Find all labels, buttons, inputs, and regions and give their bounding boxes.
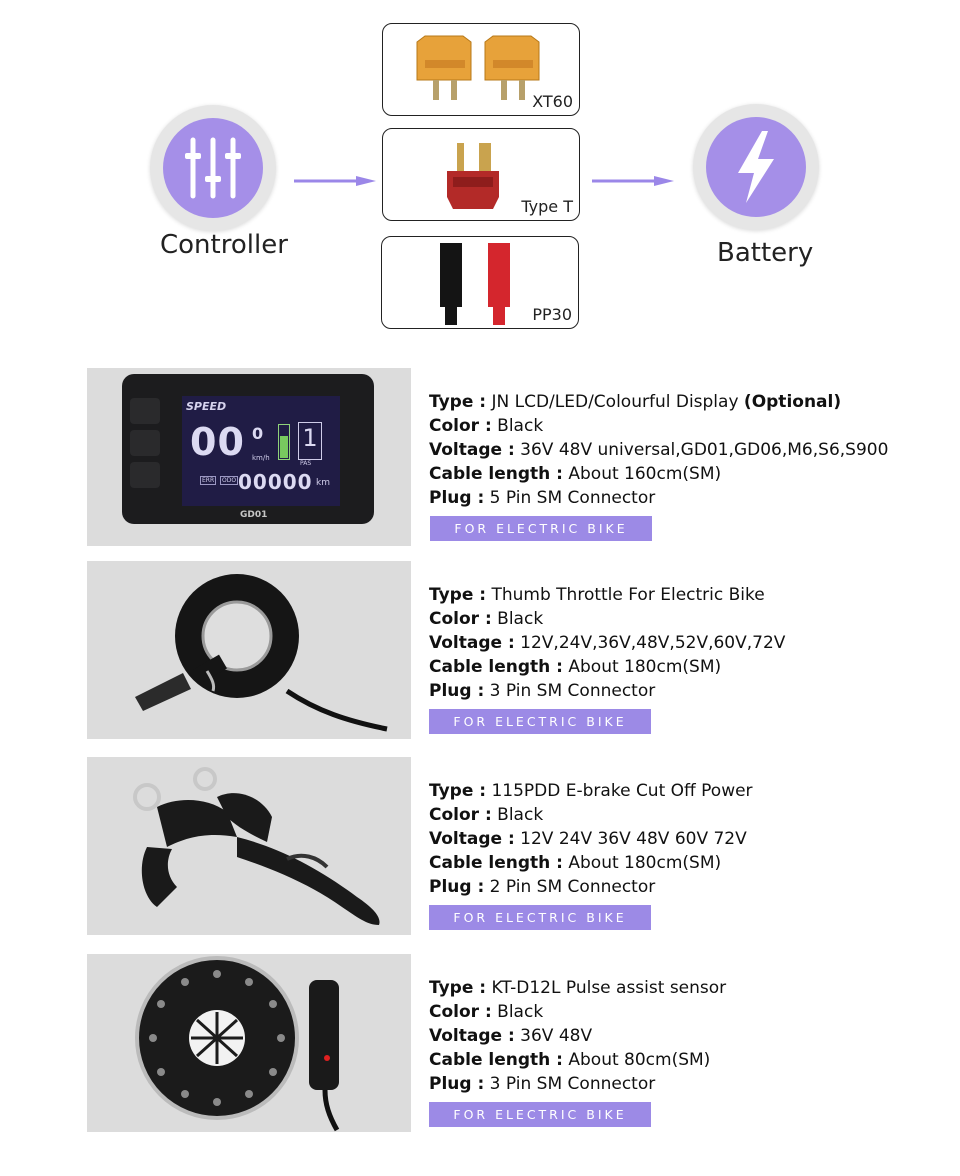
display-body xyxy=(122,374,374,524)
lcd-speed-decimal: 0 xyxy=(252,424,264,443)
thumb-throttle-icon xyxy=(87,561,411,739)
battery-icon-circle xyxy=(706,117,806,217)
spec-type: Type : 115PDD E-brake Cut Off Power xyxy=(429,781,753,801)
badge-display: FOR ELECTRIC BIKE xyxy=(430,516,652,541)
spec-voltage: Voltage : 12V 24V 36V 48V 60V 72V xyxy=(429,829,747,849)
badge-ebrake: FOR ELECTRIC BIKE xyxy=(429,905,651,930)
lcd-pas-label: PAS xyxy=(300,460,312,467)
spec-cable: Cable length : About 80cm(SM) xyxy=(429,1050,711,1070)
lcd-odo-unit: km xyxy=(316,478,330,488)
lcd-speed-digits: 00 xyxy=(190,420,245,464)
lcd-pas-value: 1 xyxy=(302,424,318,452)
connector-label-pp30: PP30 xyxy=(532,305,572,324)
spec-voltage: Voltage : 12V,24V,36V,48V,52V,60V,72V xyxy=(429,633,786,653)
spec-plug: Plug : 5 Pin SM Connector xyxy=(429,488,656,508)
connector-xt60 xyxy=(382,23,580,116)
badge-pas-sensor: FOR ELECTRIC BIKE xyxy=(429,1102,651,1127)
spec-block-throttle xyxy=(429,583,949,703)
spec-voltage: Voltage : 36V 48V xyxy=(429,1026,593,1046)
controller-node xyxy=(150,105,276,231)
pas-sensor-icon xyxy=(87,954,411,1132)
product-photo-pas-sensor xyxy=(87,954,411,1132)
lcd-err-label: ERR xyxy=(202,477,215,484)
xt60-connector-icon xyxy=(413,32,543,110)
arrow-connector-to-battery xyxy=(592,171,674,190)
connector-pp30 xyxy=(381,236,579,329)
lcd-speed-label: SPEED xyxy=(186,400,227,413)
brake-lever-icon xyxy=(87,757,411,935)
spec-type: Type : JN LCD/LED/Colourful Display (Optional) xyxy=(429,392,842,412)
spec-color: Color : Black xyxy=(429,416,544,436)
lcd-odo-label: ODO xyxy=(222,477,237,484)
display-buttons xyxy=(130,398,160,498)
type-t-connector-icon xyxy=(443,137,503,213)
connector-label-type-t: Type T xyxy=(521,197,573,216)
spec-cable: Cable length : About 160cm(SM) xyxy=(429,464,722,484)
lightning-bolt-icon xyxy=(706,117,806,217)
arrow-controller-to-connector xyxy=(294,171,376,190)
lcd-odo-digits: 00000 xyxy=(238,470,313,494)
spec-plug: Plug : 3 Pin SM Connector xyxy=(429,681,656,701)
optional-tag: (Optional) xyxy=(743,392,842,412)
lcd-speed-unit: km/h xyxy=(252,454,270,462)
spec-type: Type : KT-D12L Pulse assist sensor xyxy=(429,978,727,998)
spec-voltage: Voltage : 36V 48V universal,GD01,GD06,M6,S6,S900 xyxy=(429,440,889,460)
battery-level-icon xyxy=(278,424,290,460)
spec-color: Color : Black xyxy=(429,1002,544,1022)
pp30-connector-icon xyxy=(436,241,516,327)
connector-label-xt60: XT60 xyxy=(532,92,573,111)
controller-label: Controller xyxy=(160,230,288,260)
spec-cable: Cable length : About 180cm(SM) xyxy=(429,657,722,677)
spec-cable: Cable length : About 180cm(SM) xyxy=(429,853,722,873)
pas-box xyxy=(298,422,322,460)
spec-plug: Plug : 2 Pin SM Connector xyxy=(429,877,656,897)
battery-node xyxy=(693,104,819,230)
spec-plug: Plug : 3 Pin SM Connector xyxy=(429,1074,656,1094)
controller-icon-circle xyxy=(163,118,263,218)
spec-type: Type : Thumb Throttle For Electric Bike xyxy=(429,585,765,605)
product-photo-throttle xyxy=(87,561,411,739)
badge-throttle: FOR ELECTRIC BIKE xyxy=(429,709,651,734)
sliders-icon xyxy=(163,118,263,218)
spec-block-pas-sensor xyxy=(429,976,949,1096)
product-photo-display xyxy=(87,368,411,546)
display-model-label: GD01 xyxy=(240,510,268,520)
spec-block-display xyxy=(429,390,949,510)
lcd-screen xyxy=(182,396,340,506)
connector-type-t xyxy=(382,128,580,221)
spec-color: Color : Black xyxy=(429,805,544,825)
battery-label: Battery xyxy=(717,238,814,268)
product-photo-ebrake xyxy=(87,757,411,935)
spec-block-ebrake xyxy=(429,779,949,899)
spec-color: Color : Black xyxy=(429,609,544,629)
